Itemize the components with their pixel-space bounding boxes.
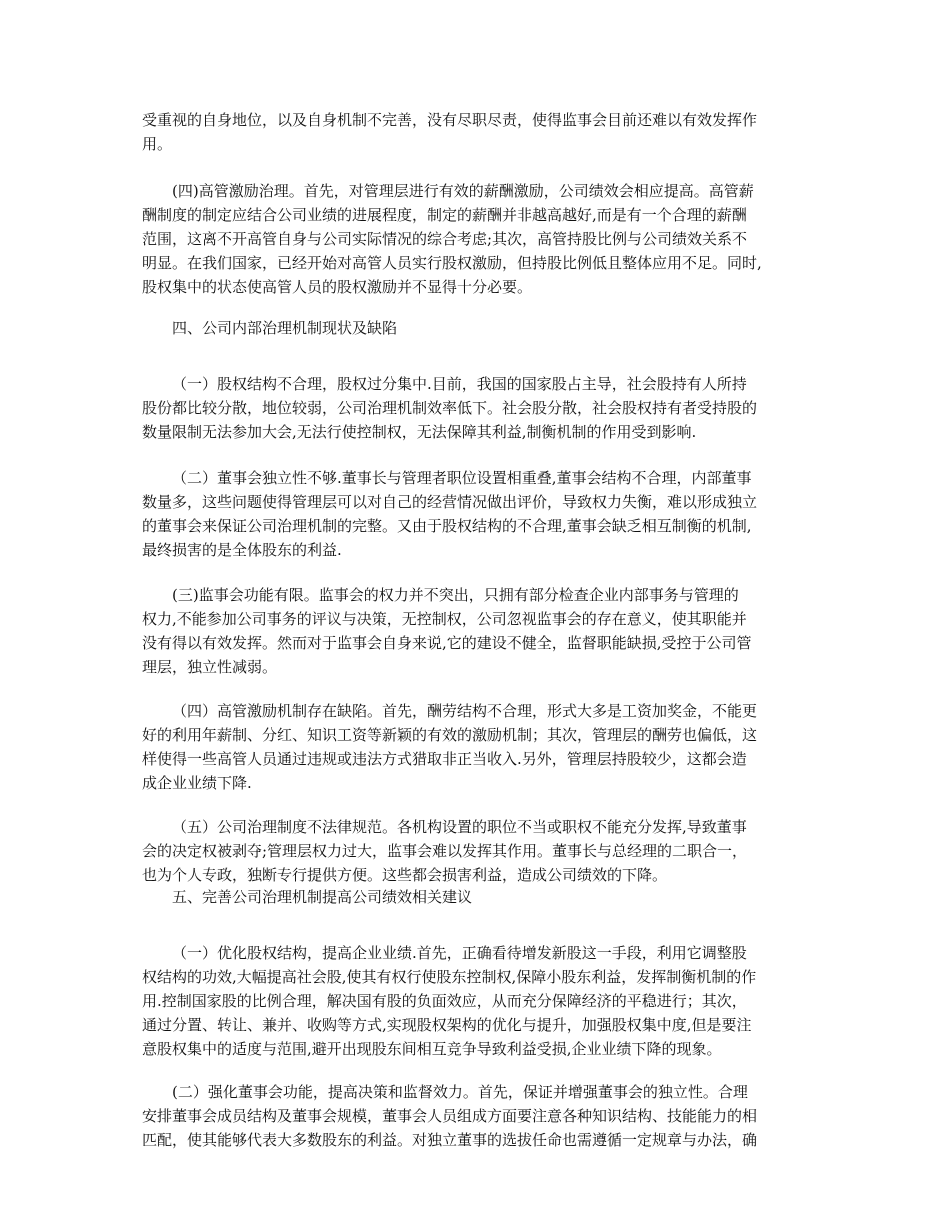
- text-line: 理层，独立性减弱。: [142, 658, 278, 676]
- text-line: （五）公司治理制度不法律规范。各机构设置的职位不当或职权不能充分发挥,导致董事: [172, 818, 747, 836]
- paragraph-4-4: [142, 699, 822, 795]
- section-heading-4: 四、公司内部治理机制现状及缺陷: [172, 319, 398, 337]
- text-line: 也为个人专政，独断专行提供方便。这些都会损害利益，造成公司绩效的下降。: [142, 866, 668, 884]
- paragraph-supervisory-continuation: [142, 108, 822, 156]
- paragraph-4-5: [142, 815, 822, 887]
- text-line: （一）优化股权结构，提高企业业绩.首先，正确看待增发新股这一手段，利用它调整股: [172, 944, 747, 962]
- text-line: 的董事会来保证公司治理机制的完整。又由于股权结构的不合理,董事会缺乏相互制衡的机制,: [142, 517, 752, 535]
- text-line: 权结构的功效,大幅提高社会股,使其有权行使股东控制权,保障小股东利益，发挥制衡机制的作: [142, 968, 757, 986]
- text-line: 安排董事会成员结构及董事会规模，董事会人员组成方面要注意各种知识结构、技能能力的相: [142, 1107, 758, 1125]
- section-heading-5: 五、完善公司治理机制提高公司绩效相关建议: [172, 888, 473, 906]
- text-line: （二）董事会独立性不够.董事长与管理者职位设置相重叠,董事会结构不合理，内部董事: [172, 469, 752, 487]
- text-line: 权力,不能参加公司事务的评议与决策，无控制权，公司忽视监事会的存在意义，使其职能并: [142, 610, 747, 628]
- text-line: (四)高管激励治理。首先，对管理层进行有效的薪酬激励，公司绩效会相应提高。高管薪: [172, 182, 754, 200]
- text-line: (二）强化董事会功能，提高决策和监督效力。首先，保证并增强董事会的独立性。合理: [172, 1083, 748, 1101]
- paragraph-4-2: [142, 466, 822, 562]
- text-line: 用。: [142, 135, 173, 153]
- text-line: 匹配，使其能够代表大多数股东的利益。对独立董事的选拔任命也需遵循一定规章与办法，确: [142, 1131, 758, 1149]
- text-line: 通过分置、转让、兼并、收购等方式,实现股权架构的优化与提升，加强股权集中度,但是要注: [142, 1016, 752, 1034]
- text-line: 受重视的自身地位，以及自身机制不完善，没有尽职尽责，使得监事会目前还难以有效发挥作: [142, 111, 758, 129]
- text-line: 样使得一些高管人员通过违规或违法方式猎取非正当收入.另外，管理层持股较少，这都会造: [142, 750, 747, 768]
- text-line: 数量多，这些问题使得管理层可以对自己的经营情况做出评价，导致权力失衡，难以形成独立: [142, 493, 758, 511]
- text-line: 会的决定权被剥夺;管理层权力过大，监事会难以发挥其作用。董事长与总经理的二职合一，: [142, 842, 748, 860]
- text-line: 数量限制无法参加大会,无法行使控制权，无法保障其利益,制衡机制的作用受到影响.: [142, 423, 697, 441]
- paragraph-4-3: [142, 583, 822, 679]
- paragraph-executive-incentive-governance: [142, 179, 822, 299]
- text-line: 股权集中的状态使高管人员的股权激励并不显得十分必要。: [142, 278, 533, 296]
- text-line: 明显。在我们国家，已经开始对高管人员实行股权激励，但持股比例低且整体应用不足。同时,: [142, 254, 762, 272]
- text-line: 范围，这离不开高管自身与公司实际情况的综合考虑;其次，高管持股比例与公司绩效关系不: [142, 230, 748, 248]
- text-line: 用.控制国家股的比例合理，解决国有股的负面效应，从而充分保障经济的平稳进行；其次，: [142, 992, 747, 1010]
- paragraph-5-2: [142, 1080, 822, 1152]
- text-line: 股份都比较分散，地位较弱，公司治理机制效率低下。社会股分散，社会股权持有者受持股的: [142, 399, 758, 417]
- text-line: 最终损害的是全体股东的利益.: [142, 541, 342, 559]
- text-line: （一）股权结构不合理，股权过分集中.目前，我国的国家股占主导，社会股持有人所持: [172, 375, 747, 393]
- text-line: 没有得以有效发挥。然而对于监事会自身来说,它的建设不健全，监督职能缺损,受控于公司管: [142, 634, 752, 652]
- text-line: 意股权集中的适度与范围,避开出现股东间相互竞争导致利益受损,企业业绩下降的现象。: [142, 1040, 722, 1058]
- text-line: (三)监事会功能有限。监事会的权力并不突出，只拥有部分检查企业内部事务与管理的: [172, 586, 739, 604]
- text-line: 酬制度的制定应结合公司业绩的进展程度，制定的薪酬并非越高越好,而是有一个合理的薪酬: [142, 206, 747, 224]
- text-line: （四）高管激励机制存在缺陷。首先，酬劳结构不合理，形式大多是工资加奖金，不能更: [172, 702, 758, 720]
- text-line: 好的利用年薪制、分红、知识工资等新颖的有效的激励机制；其次，管理层的酬劳也偏低，这: [142, 726, 758, 744]
- text-line: 成企业业绩下降.: [142, 774, 252, 792]
- paragraph-4-1: [142, 372, 822, 444]
- paragraph-5-1: [142, 941, 822, 1061]
